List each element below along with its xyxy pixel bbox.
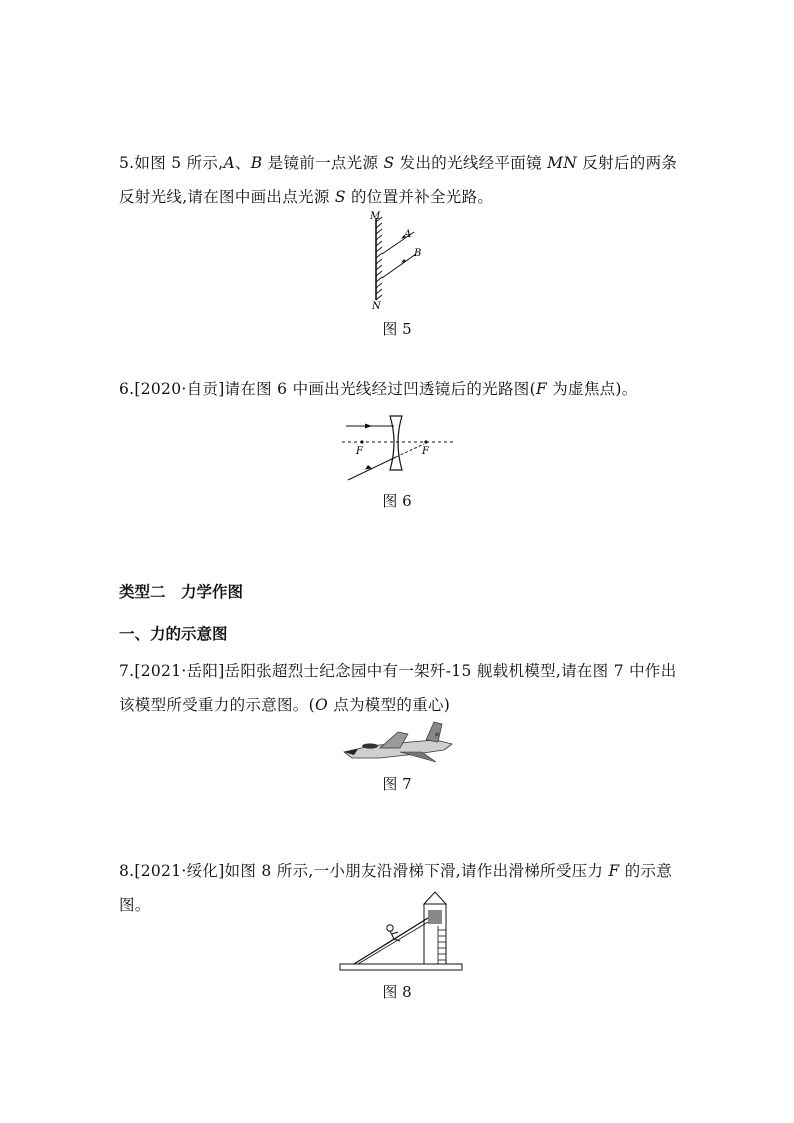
figure-6-concave-lens <box>338 414 462 486</box>
extension-to-focus <box>396 444 424 457</box>
figure-8-slide <box>338 890 466 974</box>
label-mn: MN <box>547 154 578 172</box>
label-o: O <box>314 696 328 714</box>
label-s: S <box>334 188 346 206</box>
question-text: [2021·绥化]如图 8 所示,一小朋友沿滑梯下滑,请作出滑梯所受压力 <box>134 862 609 880</box>
question-text: [2021·岳阳]岳阳张超烈士纪念园中有一架歼-15 舰载机模型,请在图 7 中作出该模型所受重力的示意图。( <box>119 662 677 714</box>
subsection-heading: 一、力的示意图 <box>119 625 228 643</box>
label-f: F <box>535 380 547 398</box>
reflected-ray-b <box>382 254 416 278</box>
separator: 、 <box>234 154 251 172</box>
tower-roof <box>424 892 446 904</box>
figure-7-fighter-jet-image <box>340 718 460 768</box>
figure-5-caption: 图 5 <box>382 320 412 338</box>
label-b: B <box>250 154 263 172</box>
figure-5-plane-mirror <box>360 208 440 312</box>
section-heading: 类型二 力学作图 <box>119 583 244 601</box>
label-a: A <box>404 229 412 240</box>
figure-6-caption: 图 6 <box>382 492 412 510</box>
question-text: 的示意图。 <box>119 862 673 914</box>
label-f: F <box>608 862 620 880</box>
label-a: A <box>223 154 235 172</box>
question-text: 的位置并补全光路。 <box>345 188 494 206</box>
question-text: 为虚焦点)。 <box>547 380 638 398</box>
question-text: 反射后的两条反射光线,请在图中画出点光源 <box>119 154 678 206</box>
label-b: B <box>414 248 422 259</box>
tower-window <box>428 910 442 924</box>
ground-base <box>340 964 462 970</box>
figure-8-caption: 图 8 <box>382 983 412 1001</box>
concave-lens <box>390 416 402 470</box>
figure-7-caption: 图 7 <box>382 775 412 793</box>
question-6 <box>119 372 699 406</box>
jet-lower-wing <box>400 752 436 762</box>
arrow-head <box>365 424 372 429</box>
label-f-left: F <box>356 446 363 457</box>
label-s: S <box>383 154 395 172</box>
jet-tail-marking: ✕ <box>434 731 440 739</box>
question-text: 发出的光线经平面镜 <box>394 154 548 172</box>
mirror-hatching <box>376 217 382 300</box>
question-number: 5. <box>119 154 135 172</box>
label-f-right: F <box>422 446 429 457</box>
question-number: 6. <box>119 380 135 398</box>
question-text: 如图 5 所示, <box>134 154 224 172</box>
question-7 <box>119 654 689 722</box>
question-text: [2020·自贡]请在图 6 中画出光线经过凹透镜后的光路图( <box>134 380 536 398</box>
question-number: 7. <box>119 662 135 680</box>
ladder <box>438 926 446 964</box>
question-text: 点为模型的重心) <box>327 696 451 714</box>
label-n: N <box>372 301 381 312</box>
label-m: M <box>370 211 381 222</box>
question-5 <box>119 146 679 214</box>
question-number: 8. <box>119 862 135 880</box>
focus-point-left <box>360 440 363 443</box>
child-figure <box>386 925 400 944</box>
jet-cockpit <box>362 743 378 748</box>
question-text: 是镜前一点光源 <box>262 154 384 172</box>
focus-point-right <box>424 440 427 443</box>
